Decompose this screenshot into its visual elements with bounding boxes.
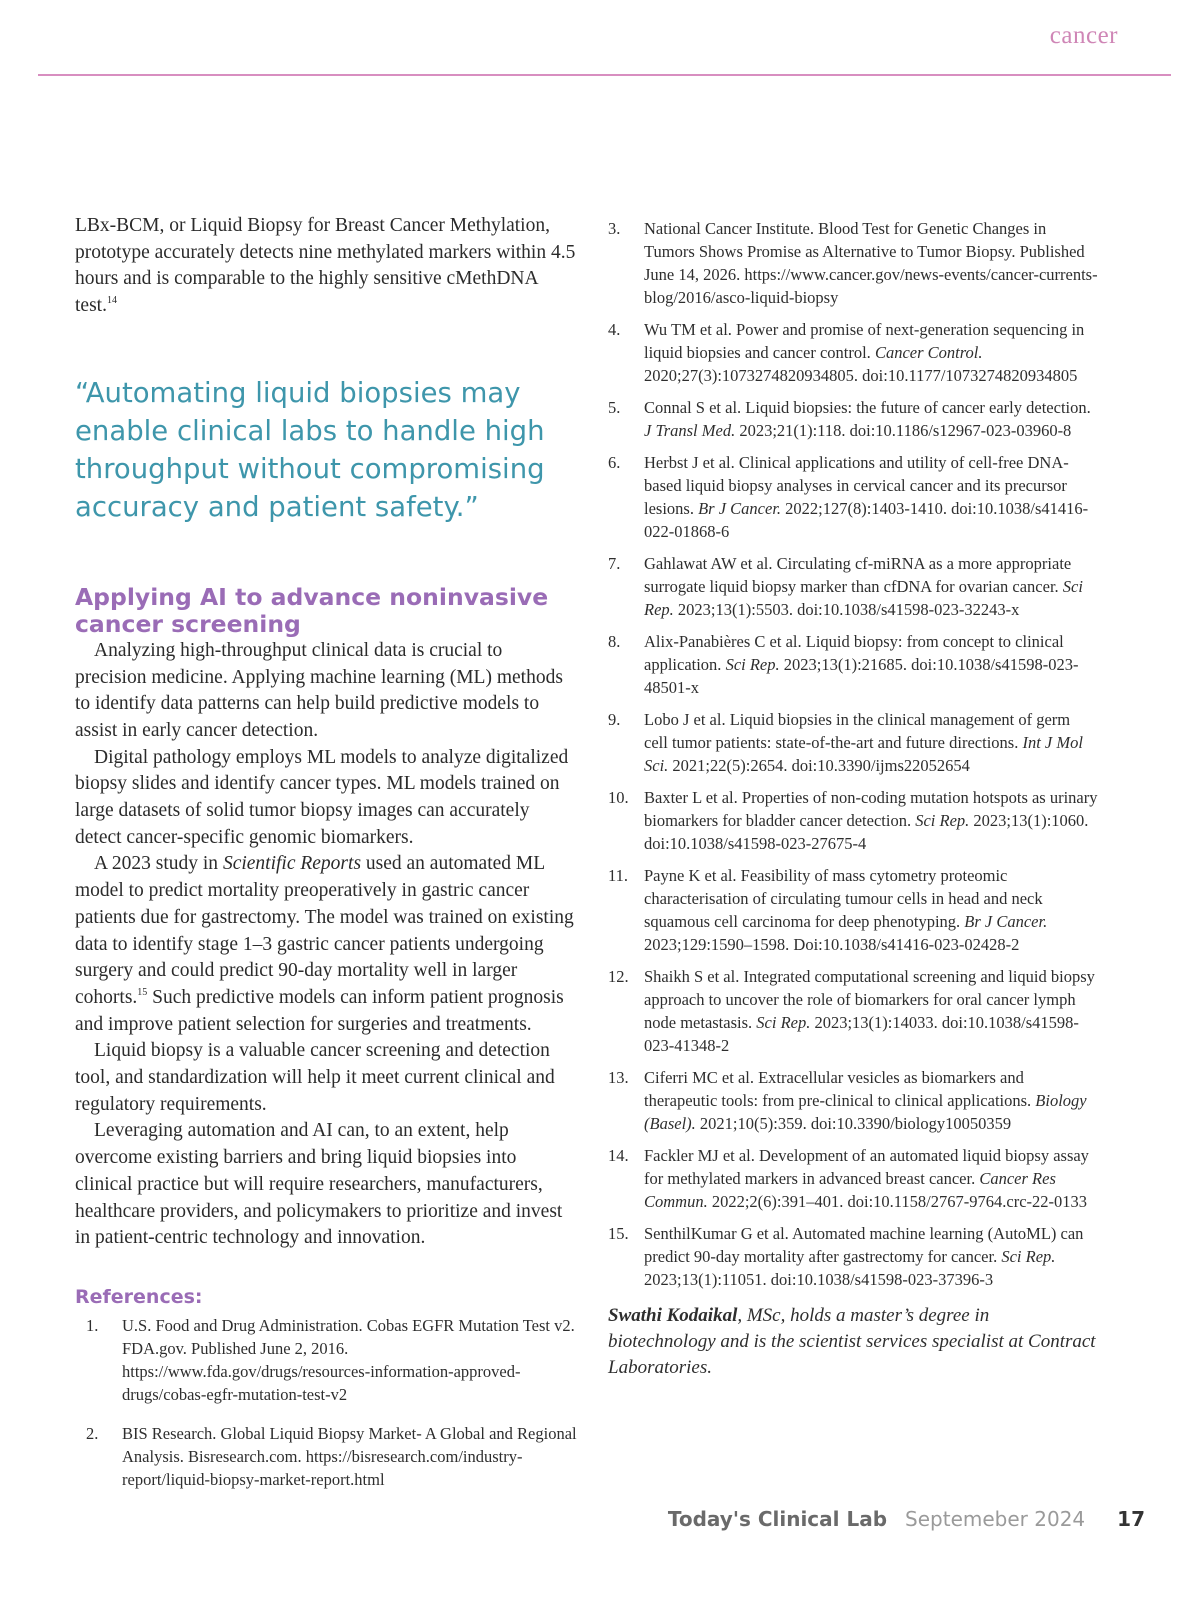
reference-text: Gahlawat AW et al. Circulating cf-miRNA as a more appropriate surrogate liquid biopsy marker than cfDNA for ovarian cancer. Sci Rep. 2023;13(1):5503. doi:10.1038/s41598-023-32243-x (644, 554, 1083, 619)
pull-quote: “Automating liquid biopsies may enable clinical labs to handle high throughput without compromising accuracy and patient safety.” (75, 376, 545, 523)
reference-item (608, 786, 1098, 855)
references-list-left (75, 1314, 577, 1491)
reference-item (608, 396, 1098, 442)
reference-text: Herbst J et al. Clinical applications and utility of cell-free DNA-based liquid biopsy analyses in cervical cancer and its precursor lesions. Br J Cancer. 2022;127(8):1403-1410. doi:10.1038/s41416-022-01868-6 (644, 453, 1089, 541)
reference-text: Ciferri MC et al. Extracellular vesicles as biomarkers and therapeutic tools: from pre-clinical to clinical applications. Biology (Basel). 2021;10(5):359. doi:10.3390/biology10050359 (644, 1068, 1087, 1133)
reference-item (608, 451, 1098, 543)
issue-date: Septemeber 2024 (905, 1507, 1086, 1531)
left-column (75, 213, 577, 1507)
reference-item (608, 708, 1098, 777)
references-list-right (608, 217, 1098, 1291)
reference-number: 3. (608, 219, 621, 238)
reference-text: Alix-Panabières C et al. Liquid biopsy: from concept to clinical application. Sci Rep. 2023;13(1):21685. doi:10.1038/s41598-023-48501-x (644, 632, 1079, 697)
body-paragraph-2: Digital pathology employs ML models to analyze digitalized biopsy slides and identify cancer types. ML models trained on large datasets of solid tumor biopsy images can accurately detect cancer-specific genomic biomarkers. (75, 746, 569, 848)
reference-number: 6. (608, 453, 621, 472)
reference-text: Connal S et al. Liquid biopsies: the future of cancer early detection. J Transl Med. 2023;21(1):118. doi:10.1186/s12967-023-03960-8 (644, 398, 1091, 440)
body-paragraph-5: Leveraging automation and AI can, to an extent, help overcome existing barriers and bring liquid biopsies into clinical practice but will require researchers, manufacturers, healthcare providers, and policymakers to prioritize and invest in patient-centric technology and innovation. (75, 1120, 563, 1249)
magazine-name: Today's Clinical Lab (667, 1507, 888, 1531)
reference-item (608, 1222, 1098, 1291)
references-heading: References: (75, 1285, 203, 1308)
reference-item (608, 552, 1098, 621)
reference-number: 14. (608, 1146, 629, 1165)
reference-item (608, 965, 1098, 1057)
reference-number: 7. (608, 554, 621, 573)
reference-item (608, 1144, 1098, 1213)
reference-text: National Cancer Institute. Blood Test for Genetic Changes in Tumors Shows Promise as Alternative to Tumor Biopsy. Published June 14, 2026. https://www.cancer.gov/news-events/cancer-currents-blog/2016/asco-liquid-biopsy (644, 219, 1098, 307)
reference-number: 4. (608, 320, 621, 339)
reference-number: 1. (86, 1315, 99, 1335)
reference-number: 15. (608, 1224, 629, 1243)
reference-number: 12. (608, 967, 629, 986)
right-column (608, 217, 1098, 1381)
reference-number: 11. (608, 866, 629, 885)
citation-14: 14 (106, 295, 117, 307)
reference-item (608, 864, 1098, 956)
reference-number: 9. (608, 710, 621, 729)
reference-number: 5. (608, 398, 621, 417)
reference-text: BIS Research. Global Liquid Biopsy Market- A Global and Regional Analysis. Bisresearch.com. https://bisresearch.com/industry-report/liquid-biopsy-market-report.html (122, 1423, 577, 1489)
author-bio-text: , MSc, holds a master’s degree in biotechnology and is the scientist services specialist at Contract Laboratories. (608, 1305, 1096, 1378)
reference-number: 8. (608, 632, 621, 651)
reference-text: Shaikh S et al. Integrated computational screening and liquid biopsy approach to uncover the role of biomarkers for oral cancer lymph node metastasis. Sci Rep. 2023;13(1):14033. doi:10.1038/s41598-023-41348-2 (644, 967, 1095, 1055)
reference-text: SenthilKumar G et al. Automated machine learning (AutoML) can predict 90-day mortality after gastrectomy for cancer. Sci Rep. 2023;13(1):11051. doi:10.1038/s41598-023-37396-3 (644, 1224, 1084, 1289)
reference-item (75, 1422, 577, 1491)
reference-text: Lobo J et al. Liquid biopsies in the clinical management of germ cell tumor patients: state-of-the-art and future directions. Int J Mol Sci. 2021;22(5):2654. doi:10.3390/ijms22052654 (644, 710, 1083, 775)
citation-15: 15 (137, 986, 148, 998)
author-bio (608, 1303, 1098, 1381)
author-name: Swathi Kodaikal (608, 1305, 738, 1326)
reference-text: U.S. Food and Drug Administration. Cobas EGFR Mutation Test v2. FDA.gov. Published June 2, 2016. https://www.fda.gov/drugs/resources-information-approved-drugs/cobas-egfr-mutation-test-v2 (122, 1315, 575, 1404)
journal-name: Scientific Reports (222, 853, 362, 875)
intro-text: LBx-BCM, or Liquid Biopsy for Breast Cancer Methylation, prototype accurately detects nine methylated markers within 4.5 hours and is comparable to the highly sensitive cMethDNA test. (75, 215, 576, 317)
reference-item (608, 630, 1098, 699)
top-rule (38, 74, 1171, 76)
reference-item (608, 318, 1098, 387)
reference-text: Baxter L et al. Properties of non-coding mutation hotspots as urinary biomarkers for bladder cancer detection. Sci Rep. 2023;13(1):1060. doi:10.1038/s41598-023-27675-4 (644, 788, 1098, 853)
body-paragraph-4: Liquid biopsy is a valuable cancer screening and detection tool, and standardization will help it meet current clinical and regulatory requirements. (75, 1040, 555, 1115)
section-heading: Applying AI to advance noninvasive cancer screening (75, 582, 549, 638)
reference-item (608, 217, 1098, 309)
reference-item (75, 1314, 577, 1406)
body-paragraph-3: A 2023 study in Scientific Reports used an automated ML model to predict mortality preoperatively in gastric cancer patients due for gastrectomy. The model was trained on existing data to identify stage 1–3 gastric cancer patients undergoing surgery and could predict 90-day mortality well in larger cohorts.$^{15}$ Such predictive models can inform patient prognosis and improve patient selection for surgeries and treatments. (75, 853, 574, 1035)
reference-number: 10. (608, 788, 629, 807)
reference-text: Wu TM et al. Power and promise of next-generation sequencing in liquid biopsies and cancer control. Cancer Control. 2020;27(3):1073274820934805. doi:10.1177/1073274820934805 (644, 320, 1085, 385)
reference-number: 13. (608, 1068, 629, 1087)
intro-paragraph (75, 213, 577, 320)
reference-text: Payne K et al. Feasibility of mass cytometry proteomic characterisation of circulating tumour cells in head and neck squamous cell carcinoma for deep phenotyping. Br J Cancer. 2023;129:1590–1598. Doi:10.1038/s41416-023-02428-2 (644, 866, 1048, 954)
body-paragraph-1: Analyzing high-throughput clinical data is crucial to precision medicine. Applying machine learning (ML) methods to identify data patterns can help build predictive models to assist in early cancer detection. (75, 639, 563, 741)
page-number: 17 (1117, 1507, 1145, 1531)
reference-item (608, 1066, 1098, 1135)
section-tag: cancer (1049, 22, 1118, 49)
reference-text: Fackler MJ et al. Development of an automated liquid biopsy assay for methylated markers in advanced breast cancer. Cancer Res Commun. 2022;2(6):391–401. doi:10.1158/2767-9764.crc-22-0133 (644, 1146, 1089, 1211)
page-footer (668, 1507, 1145, 1531)
reference-number: 2. (86, 1423, 99, 1443)
